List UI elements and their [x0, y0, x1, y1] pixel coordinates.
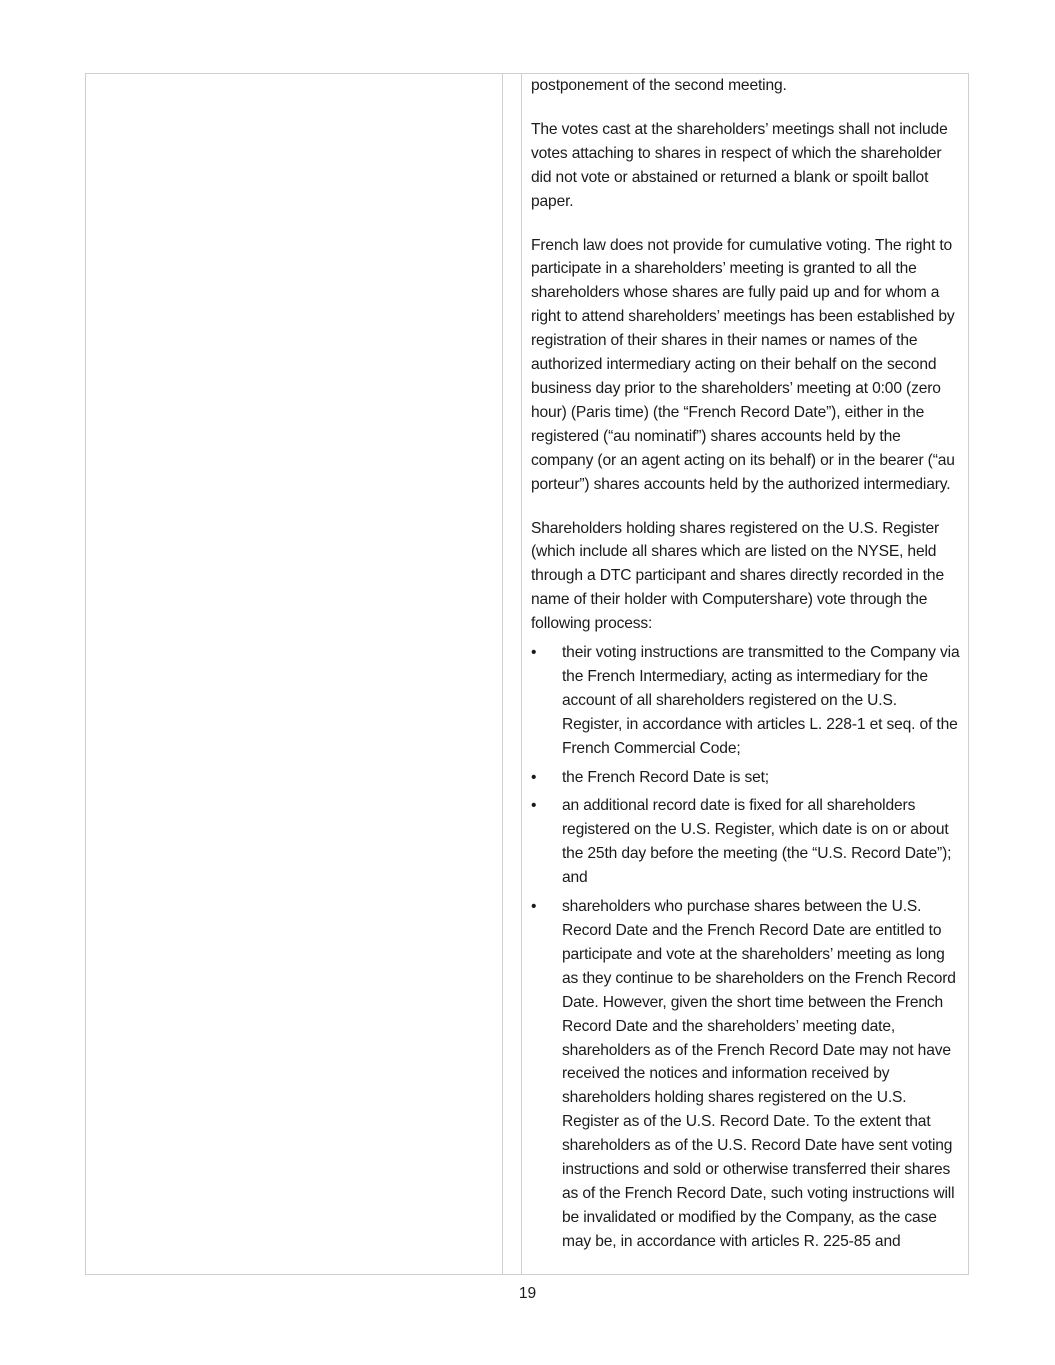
document-table — [85, 73, 969, 1275]
list-item — [531, 766, 961, 790]
voting-process-list — [531, 641, 961, 1254]
column-divider-right — [521, 74, 522, 1274]
list-item-text: the French Record Date is set; — [562, 768, 769, 786]
page-number: 19 — [518, 1285, 537, 1302]
paragraph-votes-cast: The votes cast at the shareholders’ meetings shall not include votes attaching to shares in respect of which the shareholder did not vote or abstained or returned a blank or spoilt ballot paper. — [531, 120, 948, 210]
list-item-text: shareholders who purchase shares between the U.S. Record Date and the French Record Date are entitled to participate and vote at the shareholders’ meeting as long as they continue to be shareholders on the French Record Date. However, given the short time between the French Record Date and the shareholders’ meeting date, shareholders as of the French Record Date may not have received the notices and information received by shareholders holding shares registered on the U.S. Register as of the U.S. Record Date. To the extent that shareholders as of the U.S. Record Date have sent voting instructions and sold or otherwise transferred their shares as of the French Record Date, such voting instructions will be invalidated or modified by the Company, as the case may be, in accordance with articles R. 225-85 and — [562, 898, 956, 1250]
column-divider-left — [502, 74, 503, 1274]
bullet-icon: • — [531, 898, 537, 916]
list-item-text: their voting instructions are transmitted to the Company via the French Intermediary, acting as intermediary for the account of all shareholders registered on the U.S. Register, in accordance with articles L. 228-1 et seq. of the French Commercial Code; — [562, 644, 960, 757]
text-column — [531, 74, 961, 1259]
list-item — [531, 641, 961, 761]
bullet-icon: • — [531, 797, 537, 815]
bullet-icon: • — [531, 768, 537, 786]
paragraph-postponement: postponement of the second meeting. — [531, 77, 787, 94]
list-item-text: an additional record date is fixed for all shareholders registered on the U.S. Register, which date is on or about the 25th day before the meeting (the “U.S. Record Date”); and — [562, 797, 952, 887]
paragraph-cumulative-voting: French law does not provide for cumulative voting. The right to participate in a shareholders’ meeting is granted to all the shareholders whose shares are fully paid up and for whom a right to attend shareholders’ meetings has been established by registration of their shares in their names or names of the authorized intermediary acting on their behalf on the second business day prior to the shareholders’ meeting at 0:00 (zero hour) (Paris time) (the “French Record Date”), either in the registered (“au nominatif”) shares accounts held by the company (or an agent acting on its behalf) or in the bearer (“au porteur”) shares accounts held by the authorized intermediary. — [531, 236, 955, 493]
list-item — [531, 895, 961, 1254]
paragraph-us-register: Shareholders holding shares registered on the U.S. Register (which include all shares which are listed on the NYSE, held through a DTC participant and shares directly recorded in the name of their holder with Computershare) vote through the following process: — [531, 519, 944, 633]
list-item — [531, 794, 961, 890]
bullet-icon: • — [531, 644, 537, 662]
